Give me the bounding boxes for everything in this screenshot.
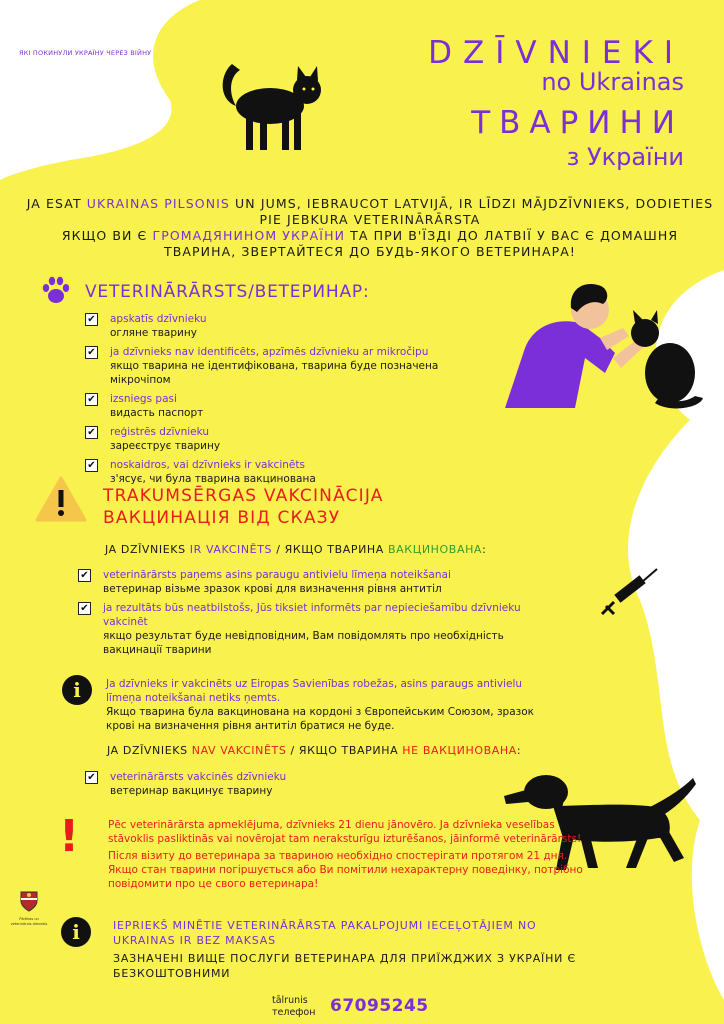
- eu-info-ua: Якщо тварина була вакцинована на кордоні з Європейським Союзом, зразок крові на визначення рівня антитіл братися не буде.: [106, 706, 534, 732]
- phone-label-ua: телефон: [272, 1007, 316, 1018]
- not-vaccinated-list: [85, 770, 505, 803]
- title-lv-sub: no Ukrainas: [541, 68, 684, 96]
- info-icon: i: [61, 917, 91, 947]
- not-vaccinated-subheading: JA DZĪVNIEKS NAV VAKCINĒTS / ЯКЩО ТВАРИНА НЕ ВАКЦИНОВАНА:: [107, 744, 522, 757]
- intro-ua-highlight: ГРОМАДЯНИНОМ УКРАЇНИ: [152, 228, 346, 243]
- list-item: ✔ noskaidros, vai dzīvnieks ir vakcinēts з'ясує, чи була тварина вакцинована: [85, 458, 495, 486]
- intro-ua: ЯКЩО ВИ Є ГРОМАДЯНИНОМ УКРАЇНИ ТА ПРИ В'ЇЗДІ ДО ЛАТВІЇ У ВАС Є ДОМАШНЯ ТВАРИНА, ЗВЕРТАЙТЕСЯ ДО БУДЬ-ЯКОГО ВЕТЕРИНАРА!: [61, 228, 679, 259]
- list-item: ✔ ja dzīvnieks nav identificēts, apzīmēs dzīvnieku ar mikročipu якщо тварина не ідентифікована, тварина буде позначена мікрочіпом: [85, 345, 495, 387]
- checkbox-icon: ✔: [85, 346, 98, 359]
- info-line-3: ЯКІ ПОКИНУЛИ УКРАЇНУ ЧЕРЕЗ ВІЙНУ: [19, 49, 152, 57]
- checkbox-icon: ✔: [78, 569, 91, 582]
- syringe-icon: [600, 566, 660, 618]
- warning-lv: Pēc veterinārārsta apmeklējuma, dzīvnieks 21 dienu jānovēro. Ja dzīvnieka veselības stāvoklis pasliktinās vai novērojat tam neraksturīgu izturēšanos, jāinformē veterinārārsts!: [108, 819, 582, 845]
- vet-heading: VETERINĀRĀRSTS/ВЕТЕРИНАР:: [85, 282, 370, 302]
- checkbox-icon: ✔: [85, 771, 98, 784]
- title-ua-main: ТВАРИНИ: [471, 105, 684, 141]
- list-item: ✔ veterinārārsts vakcinēs dzīvnieku ветеринар вакцинує тварину: [85, 770, 505, 798]
- cat-illustration: [212, 44, 332, 154]
- info-icon: i: [62, 675, 92, 705]
- rabies-heading-lv: TRAKUMSĒRGAS VAKCINĀCIJA: [103, 486, 384, 506]
- phone-number[interactable]: 67095245: [330, 996, 429, 1016]
- phone-label: [272, 995, 315, 1019]
- warning-triangle-icon: [35, 475, 87, 523]
- vaccinated-subheading: JA DZĪVNIEKS IR VAKCINĒTS / ЯКЩО ТВАРИНА ВАКЦИНОВАНА:: [105, 543, 487, 556]
- list-item: ✔ izsniegs pasi видасть паспорт: [85, 392, 495, 420]
- intro-text: [25, 196, 715, 260]
- free-services-note: [113, 918, 583, 984]
- info-line-2: ІНФОРМАЦІЯ ДЛЯ БІЖЕНЦІВ,: [19, 40, 122, 48]
- eu-border-info: [106, 677, 556, 733]
- list-item: ✔ ja rezultāts būs neatbilstošs, Jūs tiksiet informēts par nepieciešamību dzīvnieku vakcinēt якщо результат буде невідповідним, Вам повідомлять про необхідність вакцинації тварини: [78, 601, 558, 657]
- vet-with-cat-illustration: [505, 278, 705, 413]
- checkbox-icon: ✔: [85, 459, 98, 472]
- ministry-logo: [9, 889, 49, 927]
- vet-list: [85, 312, 495, 491]
- title-lv-main: DZĪVNIEKI: [428, 35, 684, 71]
- phone-label-lv: tālrunis: [272, 995, 308, 1006]
- list-item: ✔ apskatīs dzīvnieku огляне тварину: [85, 312, 495, 340]
- top-info: [19, 31, 154, 58]
- free-note-ua: ЗАЗНАЧЕНІ ВИЩЕ ПОСЛУГИ ВЕТЕРИНАРА ДЛЯ ПРИЇЖДЖИХ З УКРАЇНИ Є БЕЗКОШТОВНИМИ: [113, 952, 576, 980]
- info-line-1: INFORMĀCIJA UKRAINAS KARA BĒGLIEM: [19, 31, 154, 39]
- exclamation-icon: !: [59, 811, 80, 862]
- intro-lv: JA ESAT UKRAINAS PILSONIS UN JUMS, IEBRAUCOT LATVIJĀ, IR LĪDZI MĀJDZĪVNIEKS, DODIETIES PIE JEBKURA VETERINĀRĀRSTA: [26, 196, 714, 227]
- vaccinated-list: [78, 568, 558, 662]
- rabies-heading-ua: ВАКЦИНАЦІЯ ВІД СКАЗУ: [103, 508, 341, 528]
- warning-ua: Після візиту до ветеринара за твариною необхідно спостерігати протягом 21 дня. Якщо стан тварини погіршується або Ви помітили нехарактерну поведінку, потрібно повідомити про це свого ветеринара!: [108, 850, 583, 890]
- list-item: ✔ veterinārārsts paņems asins paraugu antivielu līmeņa noteikšanai ветеринар візьме зразок крові для визначення рівня антитіл: [78, 568, 558, 596]
- paw-icon: [40, 275, 72, 305]
- title-ua-sub: з України: [566, 143, 684, 171]
- eu-info-lv: Ja dzīvnieks ir vakcinēts uz Eiropas Savienības robežas, asins paraugs antivielu līmeņa noteikšanai netiks ņemts.: [106, 678, 523, 704]
- checkbox-icon: ✔: [78, 602, 91, 615]
- checkbox-icon: ✔: [85, 393, 98, 406]
- logo-caption: Pārtikas un veterinārais dienests: [10, 917, 48, 926]
- crest-icon: [17, 889, 41, 913]
- free-note-lv: IEPRIEKŠ MINĒTIE VETERINĀRĀRSTA PAKALPOJUMI IECEĻOTĀJIEM NO UKRAINAS IR BEZ MAKSAS: [113, 919, 537, 947]
- intro-lv-highlight: UKRAINAS PILSONIS: [86, 196, 230, 211]
- checkbox-icon: ✔: [85, 426, 98, 439]
- list-item: ✔ reģistrēs dzīvnieku зареєструє тварину: [85, 425, 495, 453]
- observation-warning: [108, 818, 598, 894]
- rabies-heading: [103, 485, 384, 529]
- checkbox-icon: ✔: [85, 313, 98, 326]
